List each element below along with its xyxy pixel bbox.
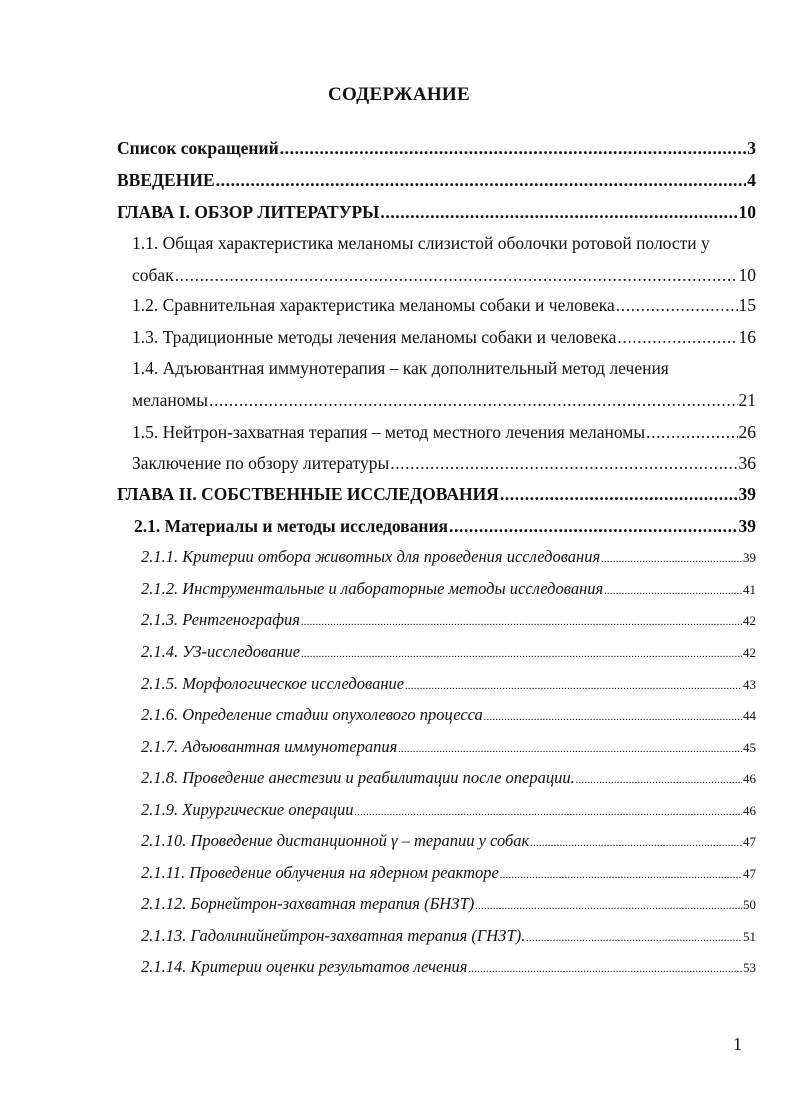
- dot-leader: [646, 421, 737, 443]
- dot-leader: [301, 643, 742, 665]
- dot-leader: [380, 201, 737, 223]
- dot-leader: [354, 801, 742, 823]
- toc-entry-text: 2.1.13. Гадолинийнейтрон-захватная терапия (ГНЗТ).: [141, 926, 526, 945]
- toc-entry-2-1-14[interactable]: [141, 956, 756, 980]
- dot-leader: [500, 864, 742, 886]
- dot-leader: [398, 738, 742, 760]
- toc-entry-chapter-2[interactable]: [117, 483, 756, 505]
- toc-entry-1-4-line1: 1.4. Адъювантная иммунотерапия – как дополнительный метод лечения: [132, 358, 669, 378]
- toc-entry-text: Заключение по обзору литературы: [132, 453, 390, 473]
- toc-entry-text: 2.1.8. Проведение анестезии и реабилитации после операции.: [141, 768, 575, 787]
- toc-entry-page: 26: [738, 422, 756, 442]
- toc-entry-text: 2.1.14. Критерии оценки результатов лечения: [141, 957, 468, 976]
- toc-entry-page: 43: [743, 677, 756, 692]
- toc-entry-page: 4: [747, 170, 756, 190]
- toc-entry-page: 46: [743, 771, 756, 786]
- toc-entry-text: 2.1.9. Хирургические операции: [141, 800, 354, 819]
- toc-entry-page: 42: [743, 613, 756, 628]
- toc-entry-text: 1.5. Нейтрон-захватная терапия – метод местного лечения меланомы: [132, 422, 646, 442]
- toc-entry-2-1-13[interactable]: [141, 925, 756, 949]
- toc-entry-page: 42: [743, 645, 756, 660]
- toc-entry-page: 47: [743, 834, 756, 849]
- toc-entry-text: 2.1.3. Рентгенография: [141, 610, 300, 629]
- dot-leader: [617, 326, 737, 348]
- toc-entry-text: 2.1.6. Определение стадии опухолевого процесса: [141, 705, 483, 724]
- toc-entry-page: 39: [738, 484, 756, 504]
- dot-leader: [530, 832, 742, 854]
- toc-entry-review-conclusion[interactable]: [132, 452, 756, 474]
- toc-entry-page: 41: [743, 582, 756, 597]
- dot-leader: [280, 137, 747, 159]
- toc-entry-text: 1.3. Традиционные методы лечения меланомы собаки и человека: [132, 327, 617, 347]
- toc-entry-text: собак: [132, 265, 174, 285]
- dot-leader: [390, 452, 737, 474]
- toc-entry-text: меланомы: [132, 390, 208, 410]
- toc-entry-text: ВВЕДЕНИЕ: [117, 170, 215, 190]
- toc-entry-page: 39: [738, 516, 756, 536]
- toc-entry-page: 3: [747, 138, 756, 158]
- dot-leader: [301, 611, 742, 633]
- toc-entry-2-1-3[interactable]: [141, 609, 756, 633]
- toc-entry-text: 2.1. Материалы и методы исследования: [134, 516, 449, 536]
- toc-entry-1-1[interactable]: [132, 264, 756, 286]
- dot-leader: [175, 264, 738, 286]
- toc-entry-1-2[interactable]: [132, 294, 756, 316]
- toc-entry-text: 2.1.4. УЗ-исследование: [141, 642, 301, 661]
- dot-leader: [484, 706, 742, 728]
- toc-entry-2-1-11[interactable]: [141, 862, 756, 886]
- dot-leader: [604, 580, 742, 602]
- toc-entry-1-1-line1: 1.1. Общая характеристика меланомы слизистой оболочки ротовой полости у: [132, 233, 710, 253]
- toc-entry-2-1-1[interactable]: [141, 546, 756, 570]
- toc-entry-text: ГЛАВА I. ОБЗОР ЛИТЕРАТУРЫ: [117, 202, 380, 222]
- toc-entry-1-4[interactable]: [132, 389, 756, 411]
- toc-entry-2-1-2[interactable]: [141, 578, 756, 602]
- toc-entry-page: 50: [743, 897, 756, 912]
- dot-leader: [449, 515, 737, 537]
- toc-entry-page: 15: [738, 295, 756, 315]
- toc-entry-page: 46: [743, 803, 756, 818]
- toc-entry-text: Список сокращений: [117, 138, 279, 158]
- toc-entry-text: 2.1.7. Адъювантная иммунотерапия: [141, 737, 398, 756]
- toc-entry-2-1-10[interactable]: [141, 830, 756, 854]
- toc-entry-page: 53: [743, 960, 756, 975]
- toc-entry-text: 2.1.10. Проведение дистанционной γ – терапии у собак: [141, 831, 530, 850]
- toc-entry-page: 10: [738, 202, 756, 222]
- toc-entry-2-1-7[interactable]: [141, 736, 756, 760]
- toc-entry-page: 47: [743, 866, 756, 881]
- toc-entry-text: 2.1.12. Борнейтрон-захватная терапия (БНЗТ): [141, 894, 475, 913]
- toc-entry-2-1-9[interactable]: [141, 799, 756, 823]
- toc-entry-introduction[interactable]: [117, 169, 756, 191]
- dot-leader: [500, 483, 738, 505]
- toc-entry-page: 16: [738, 327, 756, 347]
- toc-entry-2-1-8[interactable]: [141, 767, 756, 791]
- page-number: 1: [733, 1034, 742, 1054]
- dot-leader: [216, 169, 747, 191]
- dot-leader: [468, 958, 742, 980]
- toc-title: СОДЕРЖАНИЕ: [328, 84, 470, 105]
- toc-entry-2-1-12[interactable]: [141, 893, 756, 917]
- toc-entry-page: 21: [738, 390, 756, 410]
- toc-entry-abbreviations[interactable]: [117, 137, 756, 159]
- toc-entry-page: 51: [743, 929, 756, 944]
- dot-leader: [576, 769, 742, 791]
- toc-entry-page: 10: [738, 265, 756, 285]
- toc-entry-text: 2.1.11. Проведение облучения на ядерном реакторе: [141, 863, 499, 882]
- toc-entry-page: 39: [743, 550, 756, 565]
- dot-leader: [405, 675, 742, 697]
- toc-entry-chapter-1[interactable]: [117, 201, 756, 223]
- dot-leader: [601, 548, 742, 570]
- dot-leader: [209, 389, 738, 411]
- dot-leader: [616, 294, 738, 316]
- toc-entry-1-5[interactable]: [132, 421, 756, 443]
- toc-entry-2-1-6[interactable]: [141, 704, 756, 728]
- toc-entry-text: 1.2. Сравнительная характеристика меланомы собаки и человека: [132, 295, 615, 315]
- toc-entry-text: 2.1.1. Критерии отбора животных для проведения исследования: [141, 547, 601, 566]
- toc-entry-1-3[interactable]: [132, 326, 756, 348]
- toc-entry-text: 2.1.5. Морфологическое исследование: [141, 674, 405, 693]
- toc-entry-text: 2.1.2. Инструментальные и лабораторные методы исследования: [141, 579, 604, 598]
- toc-entry-page: 36: [738, 453, 756, 473]
- toc-entry-text: ГЛАВА II. СОБСТВЕННЫЕ ИССЛЕДОВАНИЯ: [117, 484, 499, 504]
- toc-entry-2-1-4[interactable]: [141, 641, 756, 665]
- dot-leader: [526, 927, 742, 949]
- toc-entry-2-1-5[interactable]: [141, 673, 756, 697]
- toc-entry-page: 45: [743, 740, 756, 755]
- dot-leader: [475, 895, 742, 917]
- toc-entry-2-1[interactable]: [134, 515, 756, 537]
- toc-entry-page: 44: [743, 708, 756, 723]
